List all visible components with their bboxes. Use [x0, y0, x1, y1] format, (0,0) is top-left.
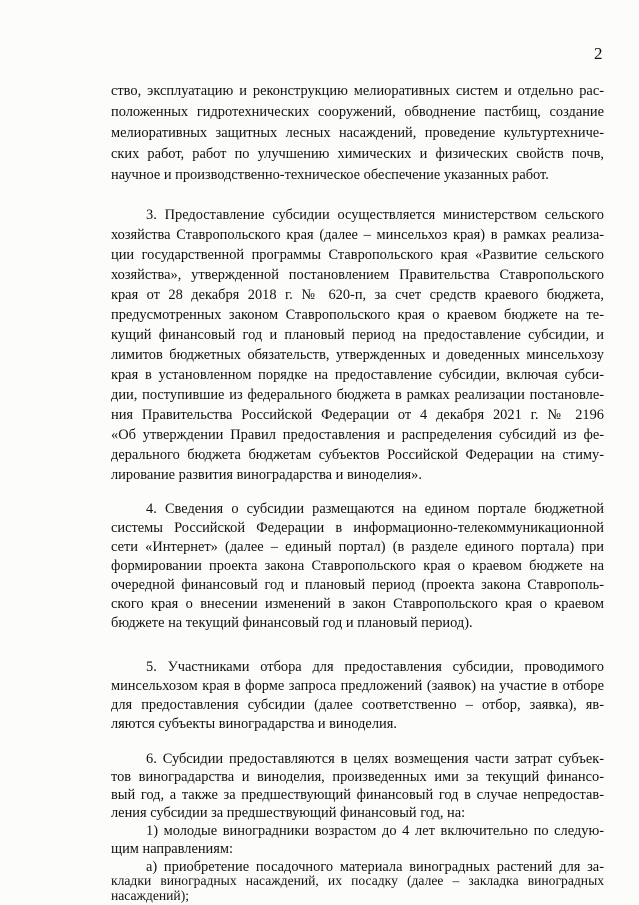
text-line: хозяйства», утвержденной постановлением Правительства Ставропольского: [111, 267, 604, 283]
text-line: дерального бюджета бюджетам субъектов Российской Федерации на стиму-: [111, 447, 604, 463]
text-line: мелиоративных защитных лесных насаждений, проведение культуртехниче-: [111, 125, 604, 141]
text-line: «Об утверждении Правил предоставления и распределения субсидий из фе-: [111, 427, 604, 443]
text-line: дии, поступившие из федерального бюджета в рамках реализации постановле-: [111, 387, 604, 403]
text-line: ния Правительства Российской Федерации от 4 декабря 2021 г. № 2196: [111, 407, 604, 423]
text-line: а) приобретение посадочного материала виноградных растений для за-: [146, 859, 604, 875]
text-line: 1) молодые виноградники возрастом до 4 лет включительно по следую-: [146, 823, 604, 839]
text-line: минсельхозом края в форме запроса предложений (заявок) на участие в отборе: [111, 678, 604, 694]
text-line: 5. Участниками отбора для предоставления субсидии, проводимого: [146, 659, 604, 675]
text-line: лирование развития виноградарства и виноделия».: [111, 467, 422, 483]
text-line: кущий финансовый год и плановый период на предоставление субсидии, и: [111, 327, 604, 343]
text-line: щим направлениям:: [111, 841, 233, 857]
text-line: насаждений);: [111, 888, 190, 903]
text-line: 3. Предоставление субсидии осуществляется министерством сельского: [146, 207, 604, 223]
text-line: 6. Субсидии предоставляются в целях возмещения части затрат субъек-: [146, 751, 604, 767]
text-line: ских работ, работ по улучшению химических и физических свойств почв,: [111, 146, 604, 162]
text-line: края от 28 декабря 2018 г. № 620-п, за счет средств краевого бюджета,: [111, 287, 604, 303]
text-line: тов виноградарства и виноделия, произведенных ими за текущий финансо-: [111, 769, 604, 785]
text-line: хозяйства Ставропольского края (далее – минсельхоз края) в рамках реализа-: [111, 227, 604, 243]
text-line: ления субсидии за предшествующий финансовый год, на:: [111, 805, 466, 821]
text-line: ции государственной программы Ставропольского края «Развитие сельского: [111, 247, 604, 263]
text-line: предусмотренных законом Ставропольского края о краевом бюджете на те-: [111, 307, 604, 323]
text-line: лимитов бюджетных обязательств, утвержденных и доведенных минсельхозу: [111, 347, 604, 363]
text-line: края в установленном порядке на предоставление субсидии, включая субси-: [111, 367, 604, 383]
text-line: для предоставления субсидии (далее соответственно – отбор, заявка), яв-: [111, 697, 604, 713]
text-line: кладки виноградных насаждений, их посадку (далее – закладка виноградных: [111, 873, 604, 888]
text-line: 4. Сведения о субсидии размещаются на едином портале бюджетной: [146, 501, 604, 517]
text-line: ляются субъекты виноградарства и виноделия.: [111, 716, 397, 732]
text-line: формировании проекта закона Ставропольского края о краевом бюджете на: [111, 558, 604, 574]
text-line: сети «Интернет» (далее – единый портал) (в разделе единого портала) при: [111, 539, 604, 555]
text-line: ство, эксплуатацию и реконструкцию мелиоративных систем и отдельно рас-: [111, 83, 604, 99]
text-line: бюджете на текущий финансовый год и плановый период).: [111, 615, 473, 631]
text-line: вый год, а также за предшествующий финансовый год в случае непредостав-: [111, 787, 604, 803]
page-number: 2: [594, 44, 603, 63]
text-line: ского края о внесении изменений в закон Ставропольского края о краевом: [111, 596, 604, 612]
text-line: очередной финансовый год и плановый период (проекта закона Ставрополь-: [111, 577, 604, 593]
text-line: положенных гидротехнических сооружений, обводнение пастбищ, создание: [111, 104, 604, 120]
text-line: системы Российской Федерации в информационно-телекоммуникационной: [111, 520, 604, 536]
text-line: научное и производственно-техническое обеспечение указанных работ.: [111, 167, 549, 183]
